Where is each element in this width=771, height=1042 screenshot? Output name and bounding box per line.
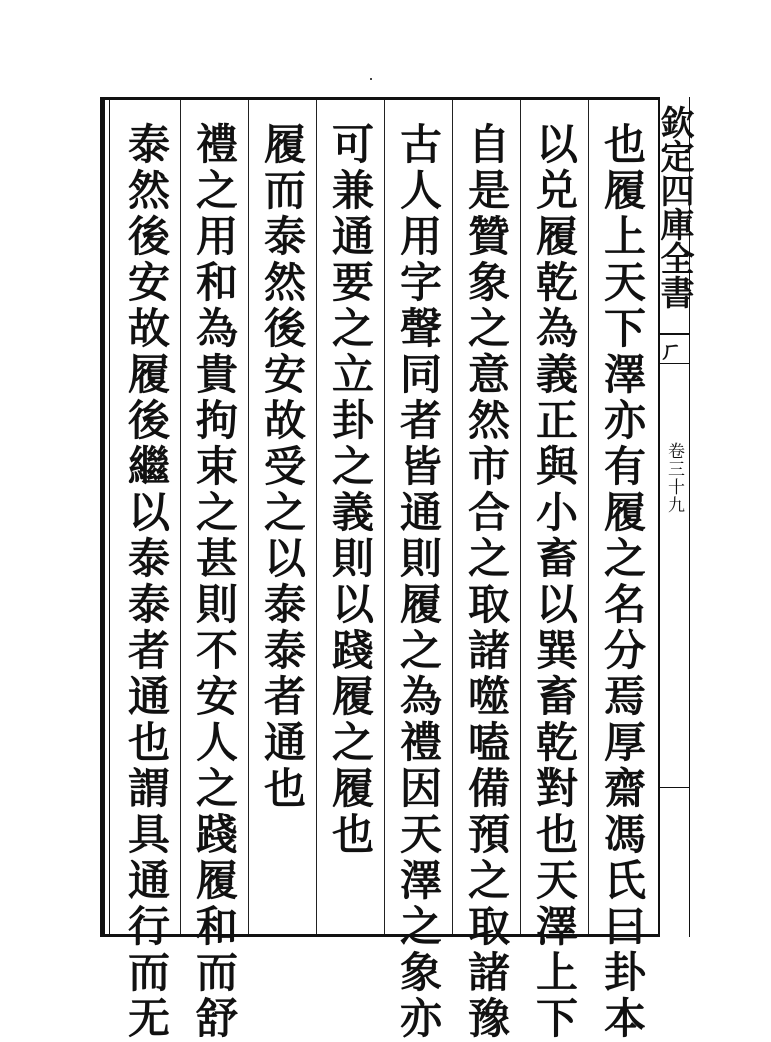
- column-8-text: 泰然後安故履後繼以泰泰者通也謂具通行而无: [122, 122, 171, 1042]
- text-column-6: [248, 100, 316, 934]
- text-column-2: [520, 100, 588, 1042]
- text-column-1: [588, 100, 656, 1042]
- text-column-5: [316, 100, 384, 934]
- book-title: 欽定四庫全書: [654, 105, 694, 309]
- text-column-7: [180, 100, 248, 1042]
- column-7-text: 禮之用和為貴拘束之甚則不安人之踐履和而舒: [190, 122, 239, 1042]
- text-column-8: [108, 100, 180, 1042]
- text-column-3: [452, 100, 520, 1042]
- volume-number: 卷三十九: [664, 442, 684, 514]
- column-6-text: 履而泰然後安故受之以泰泰者通也: [258, 122, 307, 812]
- fish-tail-mark: ㄏ: [660, 338, 683, 364]
- page-margin-strip: [654, 97, 694, 937]
- margin-lower-divider: [658, 787, 689, 788]
- column-5-text: 可兼通要之立卦之義則以踐履之履也: [326, 122, 375, 858]
- column-3-text: 自是贊象之意然市合之取諸噬嗑備預之取諸豫: [462, 122, 511, 1042]
- column-2-text: 以兑履乾為義正與小畜以巽畜乾對也天澤上下: [530, 122, 579, 1042]
- column-4-text: 古人用字聲同者皆通則履之為禮因天澤之象亦: [394, 122, 443, 1042]
- column-1-text: 也履上天下澤亦有履之名分焉厚齋馮氏曰卦本: [598, 122, 647, 1042]
- ink-speck: [370, 78, 372, 80]
- text-column-4: [384, 100, 452, 1042]
